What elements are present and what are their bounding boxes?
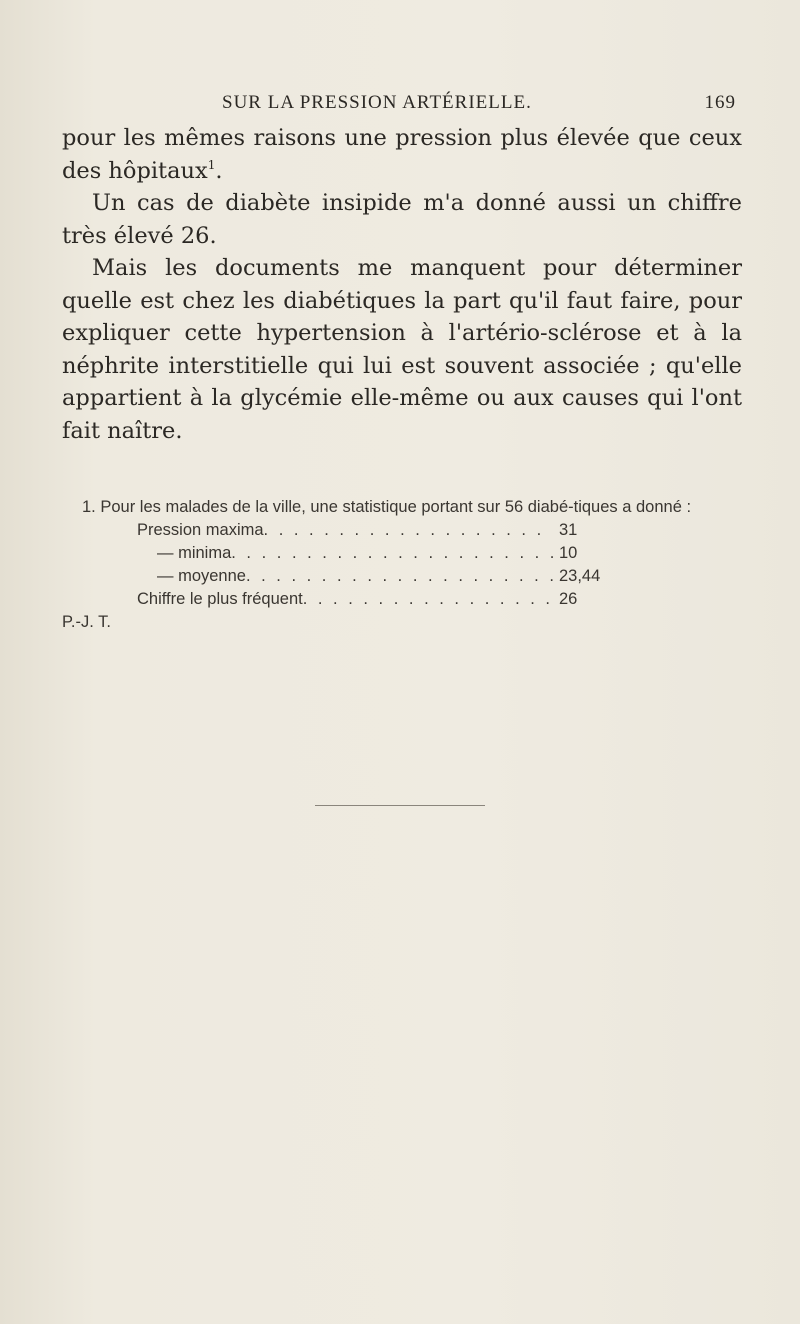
leader-dots (264, 519, 553, 542)
page-number: 169 (704, 92, 736, 113)
stat-row-frequent (137, 588, 595, 611)
stat-value: 31 (559, 521, 578, 539)
paragraph-2: Un cas de diabète insipide m'a donné aussi un chiffre très élevé 26. (62, 190, 742, 249)
stat-label: — minima (157, 544, 232, 562)
stat-value: 10 (559, 544, 578, 562)
stat-row-moyenne (137, 565, 601, 588)
leader-dots (246, 565, 553, 588)
footnote (62, 496, 742, 634)
closing-rule (315, 805, 485, 806)
paragraph-1-end: . (215, 157, 223, 184)
footnote-intro: 1. Pour les malades de la ville, une statistique portant sur 56 diabé-tiques a donné : (82, 498, 692, 516)
stat-row-minima (137, 542, 595, 565)
stat-value: 26 (559, 590, 578, 608)
stat-label: Pression maxima (137, 521, 264, 539)
leader-dots (303, 588, 553, 611)
footnote-signature: P.-J. T. (62, 613, 111, 631)
paragraph-1 (62, 122, 742, 187)
stat-value: 23,44 (559, 567, 601, 585)
statistics-table (137, 519, 601, 611)
main-text (62, 122, 742, 447)
leader-dots (231, 542, 553, 565)
paragraph-3: Mais les documents me manquent pour déterminer quelle est chez les diabétiques la part qu'il faut faire, pour expliquer cette hypertension à l'artério-sclérose et à la néphrite interstitielle qui lui est souvent associée ; qu'elle appartient à la glycémie elle-même ou aux causes qui l'ont fait naître. (62, 255, 742, 444)
stat-label: Chiffre le plus fréquent (137, 590, 303, 608)
stat-row-maxima (137, 519, 595, 542)
stat-label: — moyenne (157, 567, 246, 585)
footnote-reference: 1 (207, 157, 216, 172)
running-title: SUR LA PRESSION ARTÉRIELLE. (222, 92, 532, 113)
paragraph-1-text: pour les mêmes raisons une pression plus élevée que ceux des hôpitaux (62, 125, 742, 184)
